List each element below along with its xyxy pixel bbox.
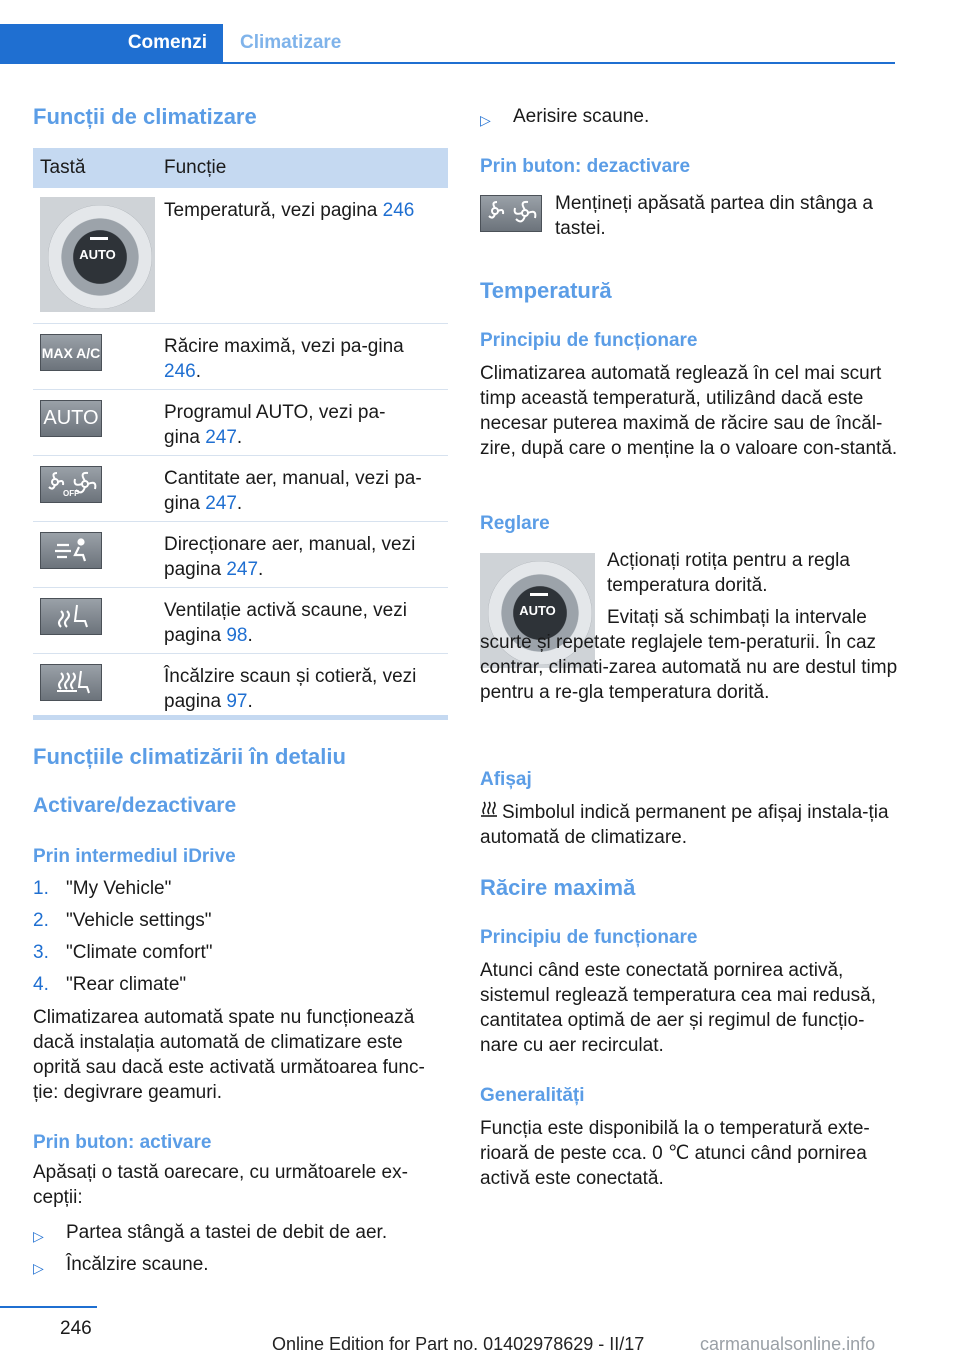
footer-rule: [0, 1306, 97, 1308]
watermark: carmanualsonline.info: [700, 1334, 876, 1354]
seat-ventilation-key-icon: [40, 598, 102, 635]
row-text: Încălzire scaun și cotieră, vezi pagina: [164, 666, 417, 712]
function-table: [33, 148, 448, 719]
principle-text: Climatizarea automată reglează în cel mai scurt timp această temperatură, utilizând dacă este necesar puterea maximă de răcire sau de încăl-zire, după care o menține la o valoare con-stantă.: [480, 363, 898, 459]
table-header: [33, 148, 448, 188]
list-item: ▷ Aerisire scaune.: [480, 106, 650, 128]
afisaj-title: Afișaj: [480, 769, 532, 790]
table-row: Direcționare aer, manual, vezi pagina 247.: [33, 522, 448, 588]
list-item: ▷ Partea stângă a tastei de debit de aer.: [33, 1222, 388, 1244]
header-tabs: [0, 24, 895, 64]
principle-title: Principiu de funcționare: [480, 330, 698, 351]
auto-key-icon: AUTO: [40, 400, 102, 437]
page-number: 246: [60, 1318, 92, 1339]
btn-on-text: Apăsați o tastă oarecare, cu următoarele ex-cepții:: [33, 1162, 408, 1208]
list-item: 1. "My Vehicle": [33, 878, 172, 899]
reglare-p1: Acționați rotița pentru a regla temperatura dorită.: [607, 550, 850, 596]
reglare-title: Reglare: [480, 513, 550, 534]
tab-climatizare[interactable]: Climatizare: [240, 32, 342, 53]
page-link[interactable]: 246: [382, 200, 415, 221]
page-link[interactable]: 247: [205, 427, 237, 448]
btn-off-title: Prin buton: dezactivare: [480, 156, 691, 177]
air-direction-key-icon: [40, 532, 102, 569]
idrive-title: Prin intermediul iDrive: [33, 846, 236, 867]
table-row: Încălzire scaun și cotieră, vezi pagina 97.: [33, 654, 448, 719]
max-principle-title: Principiu de funcționare: [480, 927, 698, 948]
max-title: Răcire maximă: [480, 875, 636, 900]
row-text: Programul AUTO, vezi pa-gina: [164, 402, 386, 448]
reglare-p2: Evitați să schimbați la intervale scurte și repetate reglajele tem-peraturii. În caz contrar, climati-zarea automată nu are destul timp pentru a re-gla temperatura dorită.: [480, 607, 898, 703]
row-text: Răcire maximă, vezi pa-gina: [164, 336, 404, 357]
page-link[interactable]: 98: [226, 625, 248, 646]
list-item: 3. "Climate comfort": [33, 942, 213, 963]
tab-comenzi[interactable]: Comenzi: [0, 24, 223, 62]
page-link[interactable]: 247: [205, 493, 237, 514]
temperature-knob-icon: AUTO: [480, 553, 595, 668]
col-header-func: Funcție: [164, 157, 227, 178]
general-title: Generalități: [480, 1085, 585, 1106]
max-principle-text: Atunci când este conectată pornirea activă, sistemul reglează temperatura cea mai redusă, cantitatea optimă de aer și regimul de funcțio-nare cu aer recirculat.: [480, 960, 877, 1056]
svg-text:OFF: OFF: [63, 489, 79, 498]
idrive-steps: [33, 876, 448, 1004]
seat-heating-key-icon: [40, 664, 102, 701]
general-text: Funcția este disponibilă la o temperatură exte-rioară de peste cca. 0 ℃ atunci când pornirea activă este conectată.: [480, 1118, 870, 1189]
row-text: Temperatură, vezi pagina: [164, 200, 383, 221]
fan-off-key-icon: [480, 195, 542, 232]
list-item: 4. "Rear climate": [33, 974, 187, 995]
table-bottom-rule: [33, 715, 448, 720]
table-row: Ventilație activă scaune, vezi pagina 98.: [33, 588, 448, 654]
max-ac-key-icon: MAX A/C: [40, 334, 102, 371]
page-link[interactable]: 97: [226, 691, 248, 712]
edition-text: Online Edition for Part no. 01402978629 - II/17: [272, 1334, 645, 1354]
table-row: AUTO Programul AUTO, vezi pa-gina 247.: [33, 390, 448, 456]
rear-note: Climatizarea automată spate nu funcționează dacă instalația automată de climatizare este oprită sau dacă este activată următoarea func-ție: degivrare geamuri.: [33, 1007, 425, 1103]
exceptions-list: [33, 1220, 448, 1284]
row-text: Cantitate aer, manual, vezi pa-gina: [164, 468, 422, 514]
climate-display-icon: [480, 800, 502, 825]
auto-knob-icon: AUTO: [40, 197, 155, 312]
table-row: MAX A/C Răcire maximă, vezi pa-gina 246.: [33, 324, 448, 390]
list-item: ▷ Încălzire scaune.: [33, 1254, 209, 1276]
btn-off-text: Mențineți apăsată partea din stânga a tastei.: [555, 193, 873, 239]
table-row: [33, 188, 448, 324]
col-header-key: Tastă: [40, 157, 86, 178]
table-row: OFF Cantitate aer, manual, vezi pa-gina 247.: [33, 456, 448, 522]
detail-title: Funcțiile climatizării în detaliu: [33, 744, 346, 769]
section-title: Funcții de climatizare: [33, 104, 257, 129]
row-text: Ventilație activă scaune, vezi pagina: [164, 600, 407, 646]
activation-title: Activare/dezactivare: [33, 794, 237, 817]
btn-on-title: Prin buton: activare: [33, 1132, 212, 1153]
fan-key-icon: [40, 466, 102, 503]
row-text: Direcționare aer, manual, vezi pagina: [164, 534, 416, 580]
list-item: 2. "Vehicle settings": [33, 910, 212, 931]
afisaj-text: Simbolul indică permanent pe afișaj instala-ția automată de climatizare.: [480, 802, 889, 848]
page-link[interactable]: 247: [226, 559, 259, 580]
page-link[interactable]: 246: [164, 361, 196, 382]
temp-title: Temperatură: [480, 278, 612, 303]
